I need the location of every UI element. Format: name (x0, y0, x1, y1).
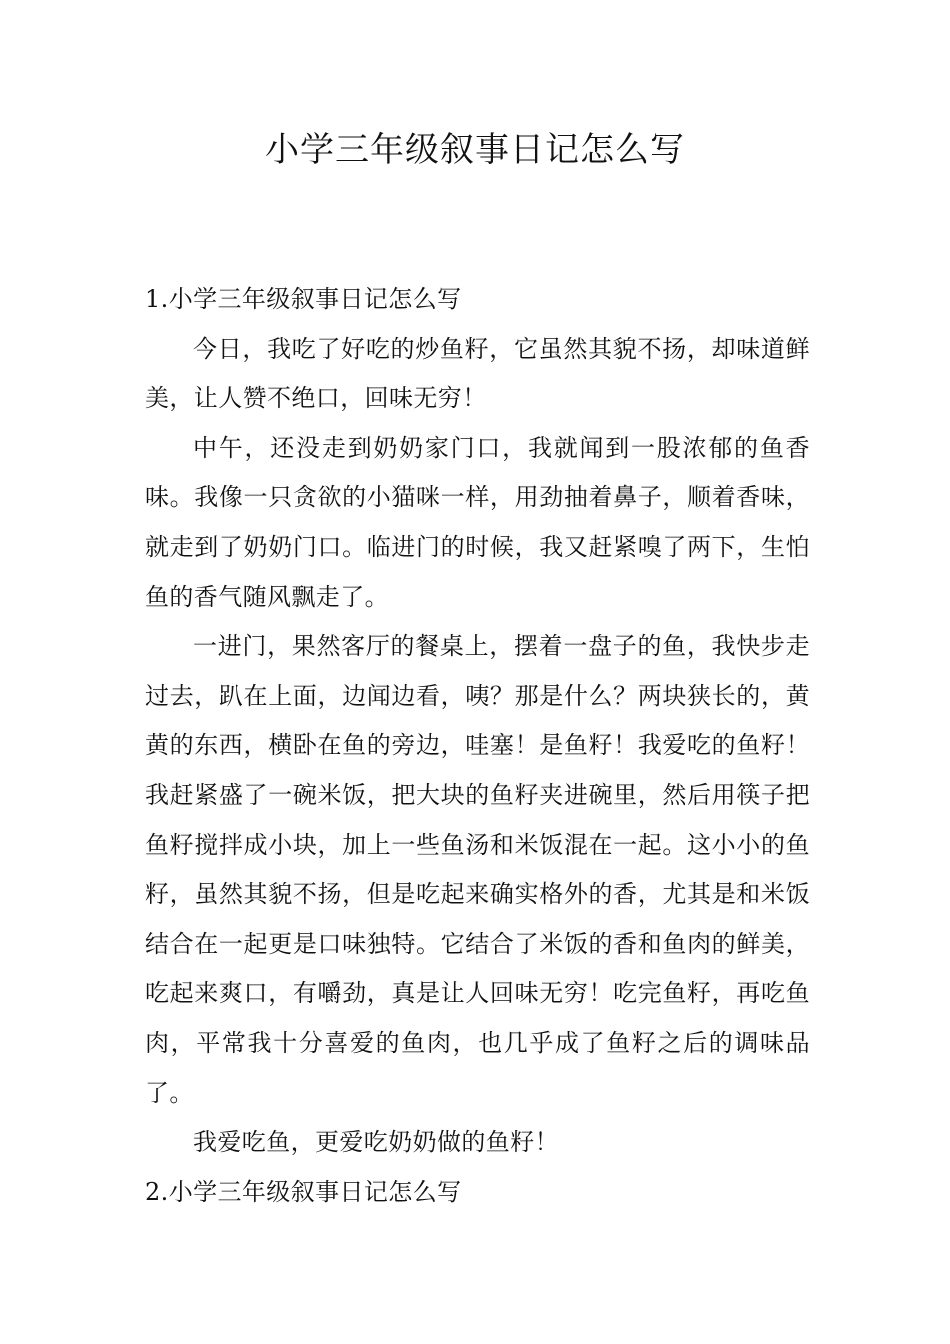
document-body (145, 275, 810, 1217)
body-paragraph: 我爱吃鱼，更爱吃奶奶做的鱼籽！ (193, 1128, 559, 1157)
body-paragraph: 中午，还没走到奶奶家门口，我就闻到一股浓郁的鱼香味。我像一只贪欲的小猫咪一样，用劲抽着鼻子，顺着香味，就走到了奶奶门口。临进门的时候，我又赶紧嗅了两下，生怕鱼的香气随风飘走了。 (145, 433, 810, 611)
body-paragraph: 今日，我吃了好吃的炒鱼籽，它虽然其貌不扬，却味道鲜美，让人赞不绝口，回味无穷！ (145, 334, 810, 413)
section-heading-1: 1.小学三年级叙事日记怎么写 (145, 285, 462, 313)
section-heading-2: 2.小学三年级叙事日记怎么写 (145, 1177, 462, 1206)
body-paragraph: 一进门，果然客厅的餐桌上，摆着一盘子的鱼，我快步走过去，趴在上面，边闻边看，咦？那是什么？两块狭长的，黄黄的东西，横卧在鱼的旁边，哇塞！是鱼籽！我爱吃的鱼籽！我赶紧盛了一碗米饭，把大块的鱼籽夹进碗里，然后用筷子把鱼籽搅拌成小块，加上一些鱼汤和米饭混在一起。这小小的鱼籽，虽然其貌不扬，但是吃起来确实格外的香，尤其是和米饭结合在一起更是口味独特。它结合了米饭的香和鱼肉的鲜美，吃起来爽口，有嚼劲，真是让人回味无穷！吃完鱼籽，再吃鱼肉，平常我十分喜爱的鱼肉，也几乎成了鱼籽之后的调味品了。 (145, 632, 810, 1107)
document-title: 小学三年级叙事日记怎么写 (265, 130, 685, 170)
